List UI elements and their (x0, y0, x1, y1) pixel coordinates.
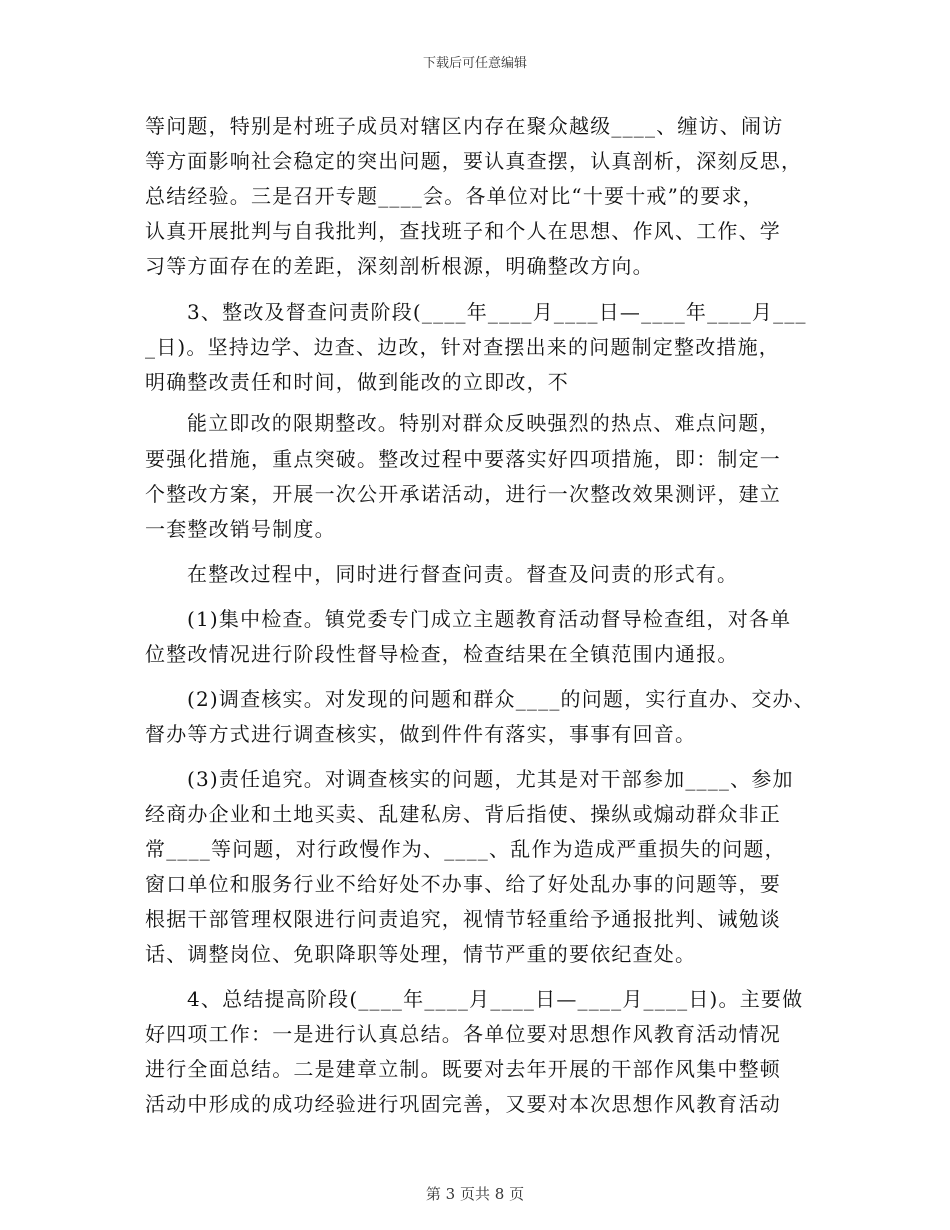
text-line: 督办等方式进行调查核实，做到件件有落实，事事有回音。 (145, 722, 697, 746)
text-line: _日)。坚持边学、边查、边改，针对查摆出来的问题制定整改措施， (145, 335, 781, 359)
text-line: 话、调整岗位、免职降职等处理，情节严重的要依纪查处。 (145, 942, 697, 966)
text-line: 位整改情况进行阶段性督导检查，检查结果在全镇范围内通报。 (145, 642, 739, 666)
text-line: 总结经验。三是召开专题____会。各单位对比“十要十戒”的要求， (145, 184, 764, 208)
text-line: 经商办企业和土地买卖、乱建私房、背后指使、操纵或煽动群众非正 (145, 802, 781, 826)
text-line: 在整改过程中，同时进行督查问责。督查及问责的形式有。 (187, 562, 739, 586)
text-line: (3)责任追究。对调查核实的问题，尤其是对干部参加____、参加 (187, 767, 794, 791)
text-line: 认真开展批判与自我批判，查找班子和个人在思想、作风、工作、学 (145, 219, 781, 243)
text-line: 4、总结提高阶段(____年____月____日—____月____日)。主要做 (187, 987, 804, 1011)
text-line: 3、整改及督查问责阶段(____年____月____日—____年____月___ (187, 300, 807, 324)
text-line: 习等方面存在的差距，深刻剖析根源，明确整改方向。 (145, 254, 654, 278)
text-line: (2)调查核实。对发现的问题和群众____的问题，实行直办、交办、 (187, 687, 815, 711)
text-line: 明确整改责任和时间，做到能改的立即改，不 (145, 370, 569, 394)
text-line: 等问题，特别是村班子成员对辖区内存在聚众越级____、缠访、闹访 (145, 114, 784, 138)
text-line: 好四项工作：一是进行认真总结。各单位要对思想作风教育活动情况 (145, 1022, 781, 1046)
text-line: 等方面影响社会稳定的突出问题，要认真查摆，认真剖析，深刻反思， (145, 149, 803, 173)
text-line: 根据干部管理权限进行问责追究，视情节轻重给予通报批判、诫勉谈 (145, 907, 781, 931)
text-line: 活动中形成的成功经验进行巩固完善，又要对本次思想作风教育活动 (145, 1092, 781, 1116)
page-header: 下载后可任意编辑 (422, 56, 527, 71)
text-line: 个整改方案，开展一次公开承诺活动，进行一次整改效果测评，建立 (145, 482, 781, 506)
text-line: 能立即改的限期整改。特别对群众反映强烈的热点、难点问题， (187, 411, 781, 435)
text-line: 一套整改销号制度。 (145, 517, 336, 541)
text-line: 进行全面总结。二是建章立制。既要对去年开展的干部作风集中整顿 (145, 1057, 781, 1081)
text-line: 常____等问题，对行政慢作为、____、乱作为造成严重损失的问题， (145, 837, 786, 861)
page-footer: 第 3 页共 8 页 (425, 1185, 525, 1203)
text-line: 要强化措施，重点突破。整改过程中要落实好四项措施，即：制定一 (145, 447, 781, 471)
text-line: (1)集中检查。镇党委专门成立主题教育活动督导检查组，对各单 (187, 607, 792, 631)
text-line: 窗口单位和服务行业不给好处不办事、给了好处乱办事的问题等，要 (145, 872, 781, 896)
